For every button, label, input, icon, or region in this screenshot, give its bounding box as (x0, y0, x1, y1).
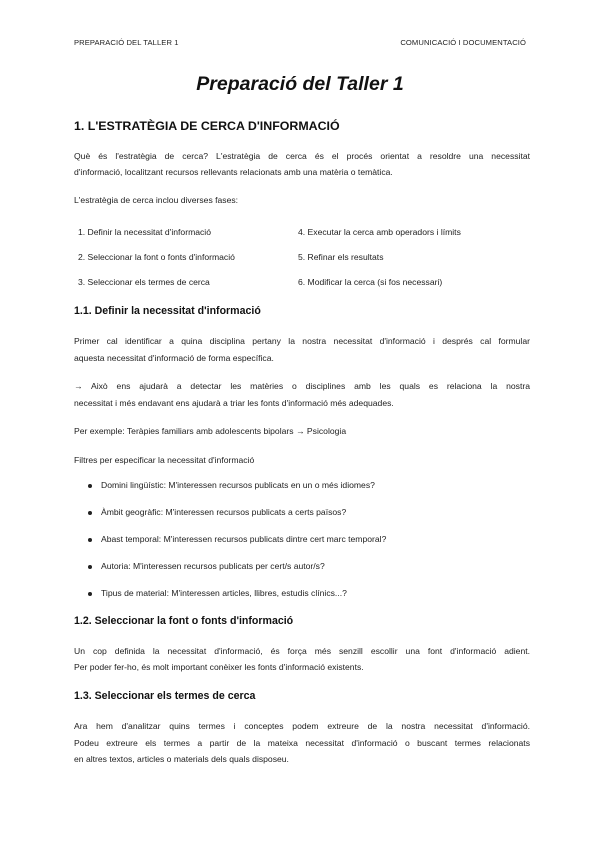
phase-item-1: 1. Definir la necessitat d'informació (78, 227, 211, 237)
bullet-icon (88, 538, 92, 542)
bullet-icon (88, 565, 92, 569)
section-1-heading: 1. L'ESTRATÈGIA DE CERCA D'INFORMACIÓ (74, 119, 340, 133)
section-1-3-line-1: Ara hem d'analitzar quins termes i conceptes podem extreure de la nostra necessitat d'informació. (74, 721, 530, 731)
phase-item-4: 4. Executar la cerca amb operadors i límits (298, 227, 461, 237)
phase-item-5: 5. Refinar els resultats (298, 252, 384, 262)
header-left-text: PREPARACIÓ DEL TALLER 1 (74, 38, 179, 47)
filter-item-text: Tipus de material: M'interessen articles, llibres, estudis clínics...? (101, 588, 347, 598)
section-1-intro-line-2: d'informació, localitzant recursos rellevants relacionats amb una matèria o temàtica. (74, 167, 393, 177)
section-1-2-line-2: Per poder fer-ho, és molt important conèixer les fonts d'informació existents. (74, 662, 364, 672)
bullet-icon (88, 511, 92, 515)
section-1-1-p1-line-1: Primer cal identificar a quina disciplina pertany la nostra necessitat d'informació i després cal formular (74, 336, 530, 346)
section-1-2-heading: 1.2. Seleccionar la font o fonts d'informació (74, 615, 294, 627)
filter-item-text: Àmbit geogràfic: M'interessen recursos publicats a certs països? (101, 507, 347, 517)
filter-item-text: Abast temporal: M'interessen recursos publicats dintre cert marc temporal? (101, 534, 387, 544)
filters-intro: Filtres per especificar la necessitat d'informació (74, 455, 255, 465)
section-1-3-line-2: Podeu extreure els termes a partir de la mateixa necessitat d'informació o buscant termes relacionats (74, 738, 530, 748)
section-1-1-p2-line-2: necessitat i més endavant ens ajudarà a triar les fonts d'informació més adequades. (74, 398, 394, 408)
section-1-3-heading: 1.3. Seleccionar els termes de cerca (74, 690, 256, 702)
section-1-2-line-1: Un cop definida la necessitat d'informació, és força més senzill escollir una font d'informació adient. (74, 646, 530, 656)
phase-item-3: 3. Seleccionar els termes de cerca (78, 277, 210, 287)
document-title: Preparació del Taller 1 (196, 73, 404, 95)
section-1-1-heading: 1.1. Definir la necessitat d'informació (74, 305, 261, 317)
example-line: Per exemple: Teràpies familiars amb adolescents bipolars → Psicologia (74, 426, 347, 436)
phases-intro: L'estratègia de cerca inclou diverses fases: (74, 195, 239, 205)
section-1-1-p2-line-1: → Això ens ajudarà a detectar les matèries o disciplines amb les quals es relaciona la nostra (74, 381, 530, 391)
section-1-3-line-3: en altres textos, articles o materials dels quals disposeu. (74, 754, 289, 764)
section-1-1-p1-line-2: aquesta necessitat d'informació de forma específica. (74, 353, 274, 363)
header-right-text: COMUNICACIÓ I DOCUMENTACIÓ (400, 38, 526, 47)
bullet-icon (88, 592, 92, 596)
phase-item-2: 2. Seleccionar la font o fonts d'informació (78, 252, 235, 262)
phase-item-6: 6. Modificar la cerca (si fos necessari) (298, 277, 443, 287)
bullet-icon (88, 484, 92, 488)
filter-item-text: Autoria: M'interessen recursos publicats per cert/s autor/s? (101, 561, 325, 571)
section-1-intro-line-1: Què és l'estratègia de cerca? L'estratègia de cerca és el procés orientat a resoldre una necessitat (74, 151, 530, 161)
running-header (74, 38, 526, 50)
filter-item-text: Domini lingüístic: M'interessen recursos publicats en un o més idiomes? (101, 480, 375, 490)
